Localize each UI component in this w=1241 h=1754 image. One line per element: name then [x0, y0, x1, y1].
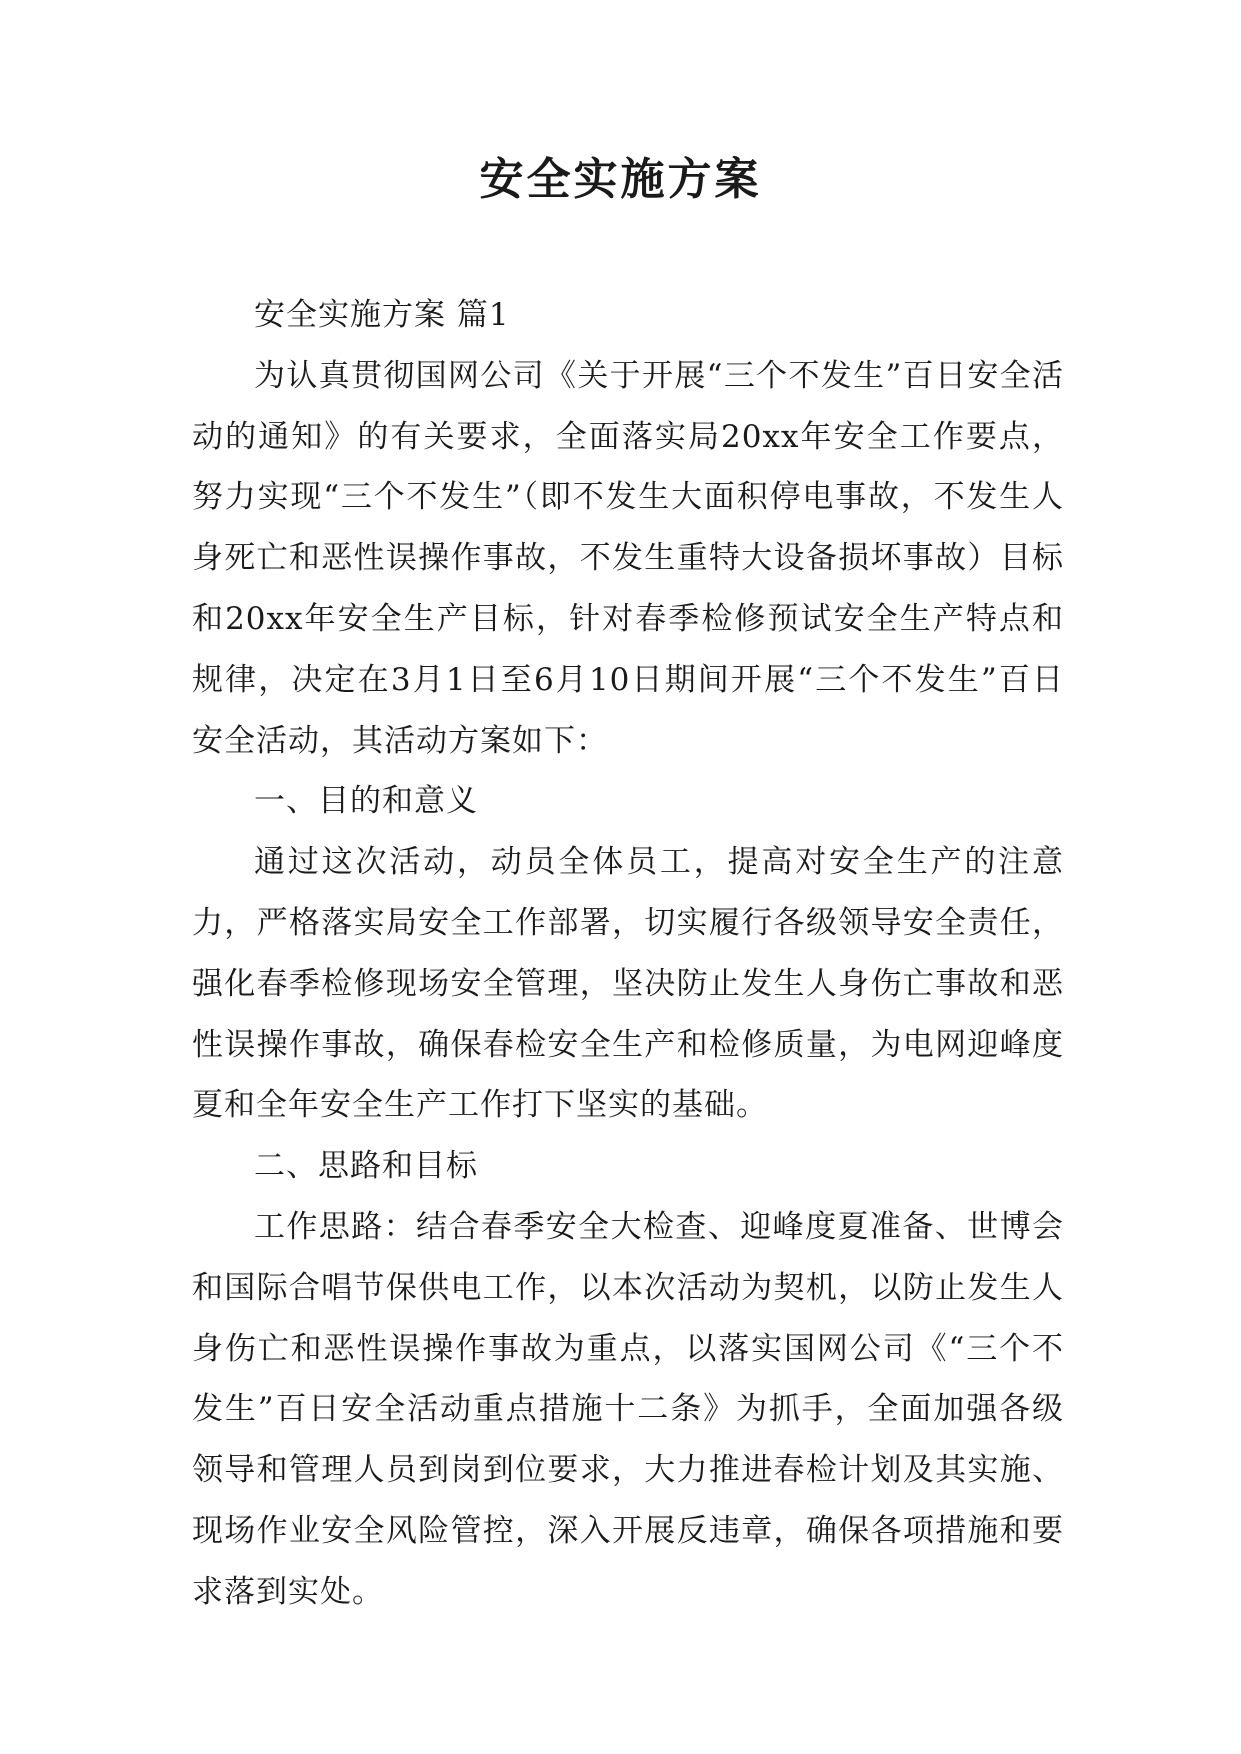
section-heading-part-1: 安全实施方案 篇1: [254, 297, 510, 333]
document-body: [192, 285, 1064, 1623]
intro-paragraph: 为认真贯彻国网公司《关于开展“三个不发生”百日安全活动的通知》的有关要求，全面落实局20xx年安全工作要点，努力实现“三个不发生”（即不发生大面积停电事故，不发生人身死亡和恶性误操作事故，不发生重特大设备损坏事故）目标和20xx年安全生产目标，针对春季检修预试安全生产特点和规律，决定在3月1日至6月10日期间开展“三个不发生”百日安全活动，其活动方案如下：: [192, 357, 1064, 759]
section-heading-purpose: 一、目的和意义: [254, 783, 478, 820]
document-title: 安全实施方案: [479, 154, 762, 205]
purpose-paragraph: 通过这次活动，动员全体员工，提高对安全生产的注意力，严格落实局安全工作部署，切实履行各级领导安全责任，强化春季检修现场安全管理，坚决防止发生人身伤亡事故和恶性误操作事故，确保春检安全生产和检修质量，为电网迎峰度夏和全年安全生产工作打下坚实的基础。: [192, 844, 1064, 1124]
approach-paragraph: 工作思路：结合春季安全大检查、迎峰度夏准备、世博会和国际合唱节保供电工作，以本次活动为契机，以防止发生人身伤亡和恶性误操作事故为重点，以落实国网公司《“三个不发生”百日安全活动重点措施十二条》为抓手，全面加强各级领导和管理人员到岗到位要求，大力推进春检计划及其实施、现场作业安全风险管控，深入开展反违章，确保各项措施和要求落到实处。: [192, 1208, 1064, 1610]
section-heading-approach: 二、思路和目标: [254, 1148, 478, 1185]
